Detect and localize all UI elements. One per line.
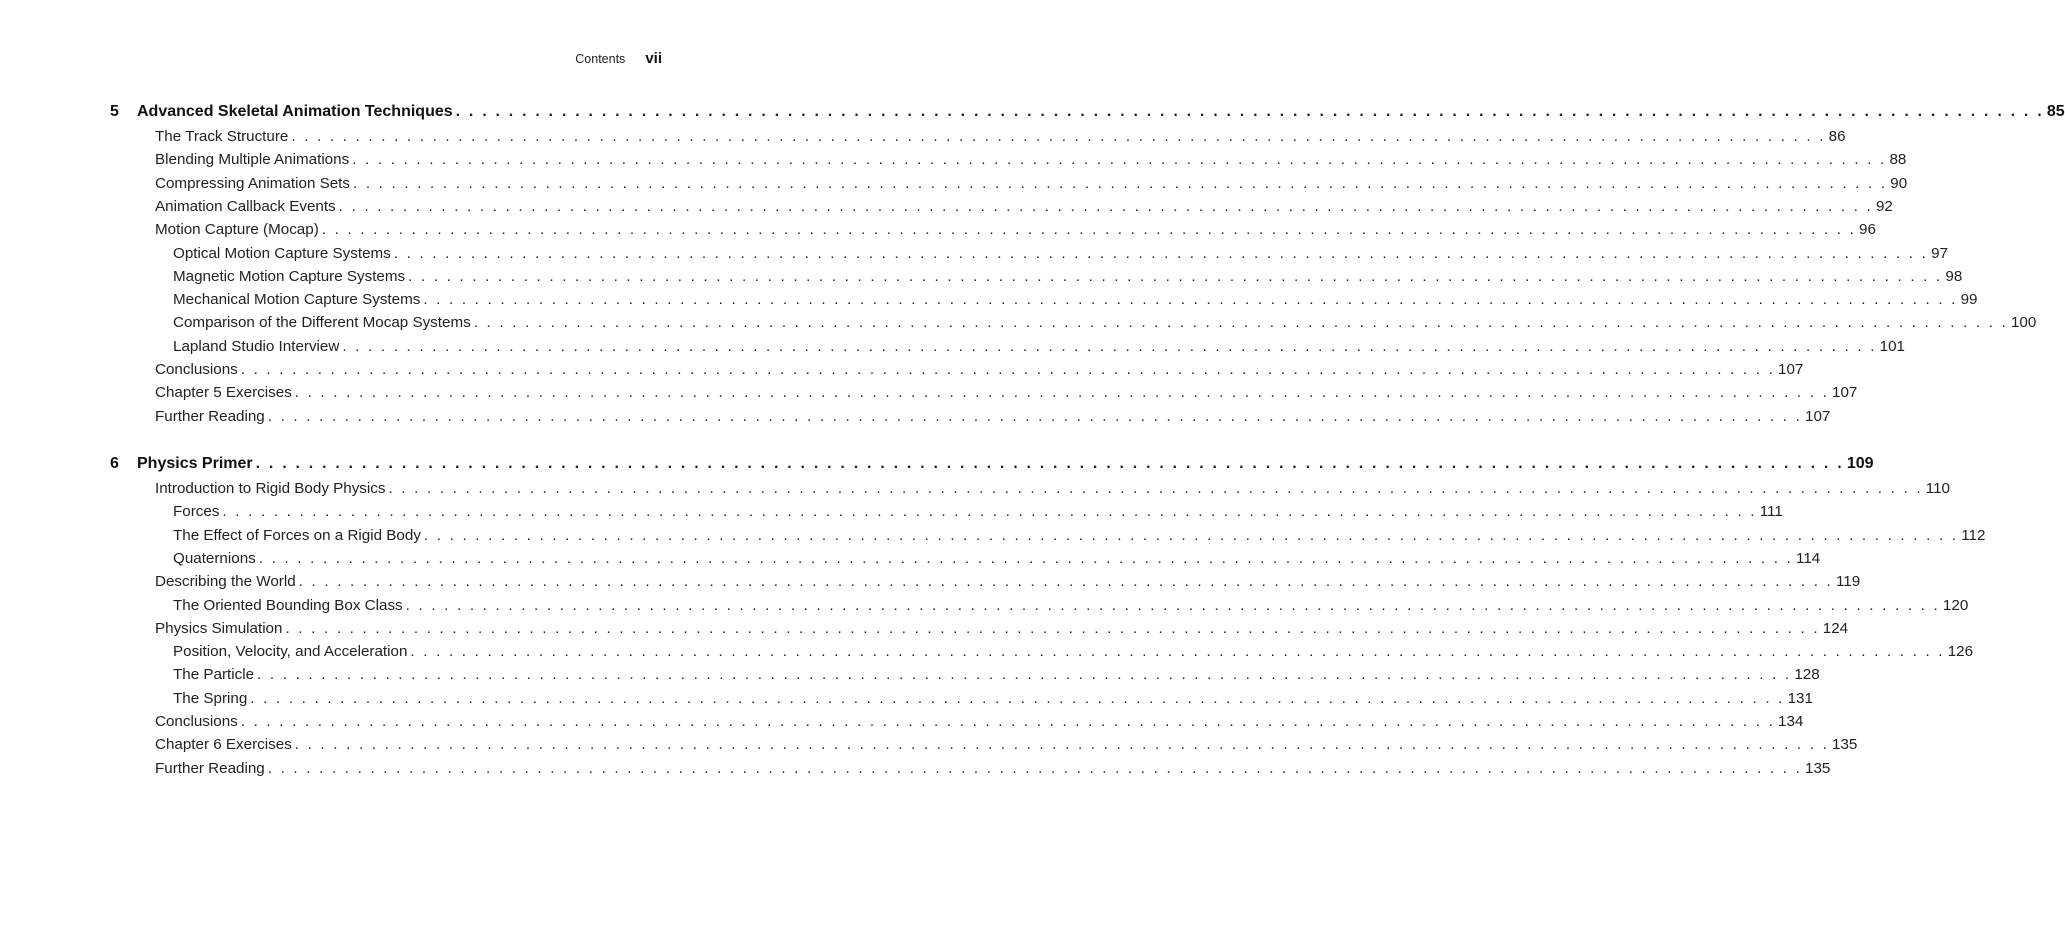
toc-entry-title: The Effect of Forces on a Rigid Body (173, 526, 421, 544)
toc-entry-title: The Particle (173, 666, 255, 684)
toc-dot-leader: . . . . . . . . . . . . . . . . . . . . . . . . . . . . . . . . . . . . . . . . . . . . . . . . . . . . . . . . . . . . . . . . . . . . . . . . . . . . . . . . . . . . . . . . . . . . . . . . . . . . . . . . . . . . . . . . . . . . . . . . (250, 689, 1785, 707)
toc-dot-leader: . . . . . . . . . . . . . . . . . . . . . . . . . . . . . . . . . . . . . . . . . . . . . . . . . . . . . . . . . . . . . . . . . . . . . . . . . . . . . . . . . . . . . . . . . . . . . . . . . . . . . . . . . . . . . . . . . . . . . . . . (267, 759, 1803, 777)
toc-entry-title: Physics Simulation (155, 619, 283, 637)
toc-page-number: 109 (1846, 455, 1874, 472)
toc-page-number: 112 (1961, 526, 1986, 544)
toc-entry-title: The Track Structure (155, 128, 289, 145)
toc-entry (155, 127, 1846, 147)
toc-page-number: 92 (1875, 197, 1893, 215)
toc-entry (173, 502, 1783, 522)
toc-page-number: 135 (1832, 736, 1858, 754)
toc-entry (155, 360, 1804, 380)
toc-entry-title: Motion Capture (Mocap) (155, 221, 319, 239)
running-head-label: Contents (575, 52, 626, 66)
toc-chapter-number: 6 (110, 455, 119, 472)
toc-entry-title: Magnetic Motion Capture Systems (173, 267, 406, 285)
toc-entry (173, 290, 1978, 310)
toc-entry (173, 689, 1813, 709)
toc-entry (155, 383, 1858, 403)
toc-entry-title: The Spring (173, 689, 248, 707)
toc-page-number: 110 (1925, 480, 1950, 497)
toc-entry-title: Position, Velocity, and Acceleration (173, 643, 408, 661)
toc-page-number: 88 (1889, 151, 1907, 169)
toc-dot-leader: . . . . . . . . . . . . . . . . . . . . . . . . . . . . . . . . . . . . . . . . . . . . . . . . . . . . . . . . . . . . . . . . . . . . . . . . . . . . . . . . . . . . . . . . . . . . . . . . . . . . . . . . . . . . . . . . . . . . . . . . (352, 151, 1887, 169)
page-number: vii (645, 50, 662, 67)
running-head (575, 50, 662, 67)
toc-entry-title: The Oriented Bounding Box Class (173, 596, 403, 614)
toc-dot-leader: . . . . . . . . . . . . . . . . . . . . . . . . . . . . . . . . . . . . . . . . . . . . . . . . . . . . . . . . . . . . . . . . . . . . . . . . . . . . . . . . . . . . . . . . . . . . . . . . . . . . . . . . . . . . . . . . . . . . . . . . (353, 174, 1888, 192)
toc-page-number: 111 (1759, 503, 1783, 521)
toc-entry-title: Optical Motion Capture Systems (173, 244, 391, 262)
toc-dot-leader: . . . . . . . . . . . . . . . . . . . . . . . . . . . . . . . . . . . . . . . . . . . . . . . . . . . . . . . . . . . . . . . . . . . . . . . . . . . . . . . . . . . . . . . . . . . . . . . . . . . . . . . . . . . . . . . . . . . . . . . . (294, 384, 1830, 402)
toc-entry-title: Lapland Studio Interview (173, 337, 340, 355)
toc-chapter-title: Physics Primer (137, 455, 253, 472)
toc-entry (173, 642, 1974, 662)
toc-page-number: 90 (1890, 174, 1908, 192)
toc-entry-title: Comparison of the Different Mocap Systems (173, 314, 471, 332)
toc-dot-leader: . . . . . . . . . . . . . . . . . . . . . . . . . . . . . . . . . . . . . . . . . . . . . . . . . . . . . . . . . . . . . . . . . . . . . . . . . . . . . . . . . . . . . . . . . . . . . . . . . . . . . . . . . . . . . . . . . . . . . . . . (342, 337, 1877, 355)
toc-page-number: 114 (1796, 549, 1821, 567)
toc-dot-leader: . . . . . . . . . . . . . . . . . . . . . . . . . . . . . . . . . . . . . . . . . . . . . . . . . . . . . . . . . . . . . . . . . . . . . . . . . . . . . . . . . . . . . . . . . . . . . . . . . . . . . . . . . . . . . . . . . . . . . . . . (321, 221, 1857, 239)
toc-entry (155, 619, 1849, 639)
toc-entry (155, 407, 1831, 427)
toc-page-number: 98 (1945, 267, 1963, 285)
toc-entry (173, 267, 1963, 287)
toc-entry-title: Introduction to Rigid Body Physics (155, 480, 386, 497)
toc-page-number: 86 (1828, 128, 1846, 145)
toc-page-number: 126 (1947, 643, 1974, 661)
toc-dot-leader: . . . . . . . . . . . . . . . . . . . . . . . . . . . . . . . . . . . . . . . . . . . . . . . . . . . . . . . . . . . . . . . . . . . . . . . . . . . . . . . . . . . . . . . . . . . . . . . . . . . . . . . . . . . . . . . . . . . . . . . . (258, 549, 1794, 567)
toc-entry-title: Quaternions (173, 549, 256, 567)
toc-page-number: 107 (1778, 361, 1804, 378)
toc-entry (155, 712, 1804, 732)
toc-dot-leader: . . . . . . . . . . . . . . . . . . . . . . . . . . . . . . . . . . . . . . . . . . . . . . . . . . . . . . . . . . . . . . . . . . . . . . . . . . . . . . . . . . . . . . . . . . . . . . . . . . . . . . . . . . . . . . . . . . . . . . . . (240, 361, 1776, 378)
toc-dot-leader: . . . . . . . . . . . . . . . . . . . . . . . . . . . . . . . . . . . . . . . . . . . . . . . . . . . . . . . . . . . . . . . . . . . . . . . . . . . . . . . . . . . . . . . . . . . . . . . . . . . . . . . . . . . . . . . . . . . . . . . . (338, 197, 1873, 215)
toc-page-number: 107 (1805, 407, 1831, 425)
toc-entry (155, 735, 1858, 755)
toc-dot-leader: . . . . . . . . . . . . . . . . . . . . . . . . . . . . . . . . . . . . . . . . . . . . . . . . . . . . . . . . . . . . . . . . . . . . . . . . . . . . . . . . . . . . . . . . . . . . . . . . . . . . . . . . . . . . . . . . . . . . . . . . (455, 103, 2044, 120)
toc-entry-title: Describing the World (155, 573, 296, 591)
toc-entry (155, 572, 1861, 592)
toc-entry-title: Compressing Animation Sets (155, 174, 350, 192)
toc-dot-leader: . . . . . . . . . . . . . . . . . . . . . . . . . . . . . . . . . . . . . . . . . . . . . . . . . . . . . . . . . . . . . . . . . . . . . . . . . . . . . . . . . . . . . . . . . . . . . . . . . . . . . . . . . . . . . . . . . . . . . . . . (291, 128, 1826, 145)
toc-entry-title: Chapter 5 Exercises (155, 384, 292, 402)
toc-page-number: 101 (1879, 337, 1905, 355)
toc-chapter-title: Advanced Skeletal Animation Techniques (137, 103, 453, 120)
toc-dot-leader: . . . . . . . . . . . . . . . . . . . . . . . . . . . . . . . . . . . . . . . . . . . . . . . . . . . . . . . . . . . . . . . . . . . . . . . . . . . . . . . . . . . . . . . . . . . . . . . . . . . . . . . . . . . . . . . . . . . . . . . . (267, 407, 1803, 425)
toc-page-number: 131 (1787, 689, 1813, 707)
toc-entry (155, 174, 1908, 194)
toc-entry (155, 197, 1893, 217)
toc-dot-leader: . . . . . . . . . . . . . . . . . . . . . . . . . . . . . . . . . . . . . . . . . . . . . . . . . . . . . . . . . . . . . . . . . . . . . . . . . . . . . . . . . . . . . . . . . . . . . . . . . . . . . . . . . . . . . . . . . . . . . . . . (388, 480, 1923, 497)
toc-entry (173, 244, 1948, 264)
toc-page-number: 100 (2010, 314, 2037, 332)
toc-entry (155, 479, 1950, 499)
toc-entry (173, 526, 1986, 546)
toc-entry-title: Animation Callback Events (155, 197, 336, 215)
toc-page-number: 128 (1794, 666, 1820, 684)
toc-dot-leader: . . . . . . . . . . . . . . . . . . . . . . . . . . . . . . . . . . . . . . . . . . . . . . . . . . . . . . . . . . . . . . . . . . . . . . . . . . . . . . . . . . . . . . . . . . . . . . . . . . . . . . . . . . . . . . . . . . . . . . . . (405, 596, 1940, 614)
toc-entry (173, 665, 1820, 685)
toc-chapter-heading (110, 454, 1874, 474)
toc-page-number: 134 (1778, 713, 1804, 730)
toc-entry (155, 150, 1907, 170)
toc-dot-leader: . . . . . . . . . . . . . . . . . . . . . . . . . . . . . . . . . . . . . . . . . . . . . . . . . . . . . . . . . . . . . . . . . . . . . . . . . . . . . . . . . . . . . . . . . . . . . . . . . . . . . . . . . . . . . . . . . . . . . . . . (294, 736, 1830, 754)
toc-entry-title: Further Reading (155, 407, 265, 425)
toc-dot-leader: . . . . . . . . . . . . . . . . . . . . . . . . . . . . . . . . . . . . . . . . . . . . . . . . . . . . . . . . . . . . . . . . . . . . . . . . . . . . . . . . . . . . . . . . . . . . . . . . . . . . . . . . . . . . . . . . . . . . . . . . (393, 244, 1929, 262)
toc-dot-leader: . . . . . . . . . . . . . . . . . . . . . . . . . . . . . . . . . . . . . . . . . . . . . . . . . . . . . . . . . . . . . . . . . . . . . . . . . . . . . . . . . . . . . . . . . . . . . . . . . . . . . . . . . . . . . . . . . . . . . . . . (423, 526, 1959, 544)
toc-dot-leader: . . . . . . . . . . . . . . . . . . . . . . . . . . . . . . . . . . . . . . . . . . . . . . . . . . . . . . . . . . . . . . . . . . . . . . . . . . . . . . . . . . . . . . . . . . . . . . . . . . . . . . . . . . . . . . . . . . . . . . . . (423, 291, 1958, 309)
toc-dot-leader: . . . . . . . . . . . . . . . . . . . . . . . . . . . . . . . . . . . . . . . . . . . . . . . . . . . . . . . . . . . . . . . . . . . . . . . . . . . . . . . . . . . . . . . . . . . . . . . . . . . . . . . . . . . . . . . . . . . . . . . . (255, 455, 1844, 472)
toc-dot-leader: . . . . . . . . . . . . . . . . . . . . . . . . . . . . . . . . . . . . . . . . . . . . . . . . . . . . . . . . . . . . . . . . . . . . . . . . . . . . . . . . . . . . . . . . . . . . . . . . . . . . . . . . . . . . . . . . . . . . . . . . (257, 666, 1792, 684)
toc-page-number: 124 (1822, 619, 1849, 637)
toc-entry-title: Conclusions (155, 361, 238, 378)
toc-entry (173, 337, 1905, 357)
toc-entry (173, 549, 1821, 569)
toc-page-number: 107 (1832, 384, 1858, 402)
toc-entry-title: Further Reading (155, 759, 265, 777)
toc-dot-leader: . . . . . . . . . . . . . . . . . . . . . . . . . . . . . . . . . . . . . . . . . . . . . . . . . . . . . . . . . . . . . . . . . . . . . . . . . . . . . . . . . . . . . . . . . . . . . . . . . . . . . . . . . . . . . . . . . . . . . . . . (222, 503, 1757, 521)
toc-entry (173, 313, 2037, 333)
toc-entry-title: Conclusions (155, 713, 238, 730)
toc-entry-title: Blending Multiple Animations (155, 151, 350, 169)
toc-dot-leader: . . . . . . . . . . . . . . . . . . . . . . . . . . . . . . . . . . . . . . . . . . . . . . . . . . . . . . . . . . . . . . . . . . . . . . . . . . . . . . . . . . . . . . . . . . . . . . . . . . . . . . . . . . . . . . . . . . . . . . . . (240, 713, 1776, 730)
toc-entry-title: Mechanical Motion Capture Systems (173, 291, 421, 309)
toc-chapter-heading (110, 102, 2065, 122)
toc-dot-leader: . . . . . . . . . . . . . . . . . . . . . . . . . . . . . . . . . . . . . . . . . . . . . . . . . . . . . . . . . . . . . . . . . . . . . . . . . . . . . . . . . . . . . . . . . . . . . . . . . . . . . . . . . . . . . . . . . . . . . . . . (473, 314, 2008, 332)
toc-page-number: 96 (1859, 221, 1876, 239)
toc-entry-title: Chapter 6 Exercises (155, 736, 292, 754)
toc-page-number: 119 (1835, 573, 1861, 591)
toc-dot-leader: . . . . . . . . . . . . . . . . . . . . . . . . . . . . . . . . . . . . . . . . . . . . . . . . . . . . . . . . . . . . . . . . . . . . . . . . . . . . . . . . . . . . . . . . . . . . . . . . . . . . . . . . . . . . . . . . . . . . . . . . (408, 267, 1943, 285)
toc-entry (173, 596, 1969, 616)
toc-entry (155, 759, 1831, 779)
toc-page-number: 120 (1942, 596, 1969, 614)
toc-dot-leader: . . . . . . . . . . . . . . . . . . . . . . . . . . . . . . . . . . . . . . . . . . . . . . . . . . . . . . . . . . . . . . . . . . . . . . . . . . . . . . . . . . . . . . . . . . . . . . . . . . . . . . . . . . . . . . . . . . . . . . . . (410, 643, 1945, 661)
toc-page-number: 99 (1960, 291, 1978, 309)
toc-entry (155, 220, 1876, 240)
toc-chapter-number: 5 (110, 103, 119, 120)
toc-page-number: 97 (1931, 244, 1948, 262)
toc-dot-leader: . . . . . . . . . . . . . . . . . . . . . . . . . . . . . . . . . . . . . . . . . . . . . . . . . . . . . . . . . . . . . . . . . . . . . . . . . . . . . . . . . . . . . . . . . . . . . . . . . . . . . . . . . . . . . . . . . . . . . . . . (285, 619, 1820, 637)
toc-page-number: 135 (1805, 759, 1831, 777)
toc-dot-leader: . . . . . . . . . . . . . . . . . . . . . . . . . . . . . . . . . . . . . . . . . . . . . . . . . . . . . . . . . . . . . . . . . . . . . . . . . . . . . . . . . . . . . . . . . . . . . . . . . . . . . . . . . . . . . . . . . . . . . . . . (298, 573, 1833, 591)
toc-page-number: 85 (2046, 103, 2065, 120)
toc-entry-title: Forces (173, 503, 220, 521)
